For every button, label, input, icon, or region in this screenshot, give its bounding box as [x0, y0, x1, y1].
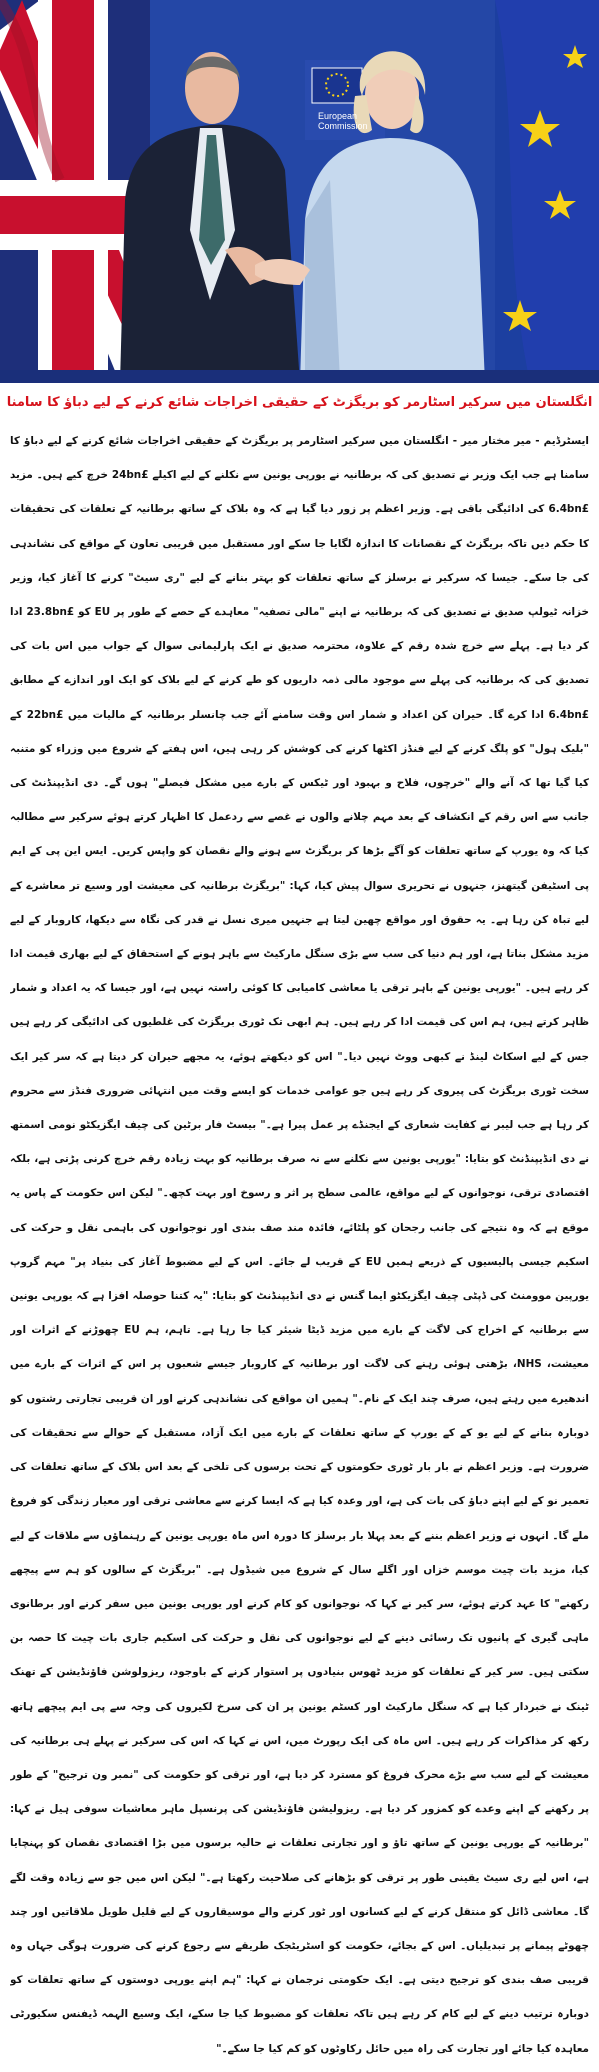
article-body	[10, 424, 589, 2066]
photo-illustration	[0, 0, 599, 383]
eu-emblem	[312, 68, 362, 103]
european-commission-caption	[318, 111, 368, 131]
headline: انگلستان میں سرکیر اسٹارمر کو بریگزٹ کے حقیقی اخراجات شائع کرنے کے لیے دباؤ کا سامنا	[6, 395, 593, 410]
news-photo	[0, 0, 599, 383]
eu-flag	[495, 0, 599, 383]
caption-line-2: Commission	[318, 121, 368, 131]
caption-line-1: European	[318, 111, 358, 121]
article-paragraph: ایسٹرڈیم - میر مختار میر - انگلستان میں سرکیر اسٹارمر پر بریگزٹ کے حقیقی اخراجات شائع کرنے کے لیے دباؤ کا سامنا ہے جب ایک وزیر نے تصدیق کی کہ برطانیہ نے یورپی یونین سے نکلنے کے لیے اکیلے £24bn خرچ کیے ہیں۔ مزید £6.4bn کی ادائیگی باقی ہے۔ وزیر اعظم پر زور دیا گیا ہے کہ وہ بلاک کے ساتھ برطانیہ کے تعلقات کی تحقیقات کا حکم دیں تاکہ بریگزٹ کے نقصانات کا اندازہ لگایا جا سکے اور مستقبل میں قریبی تعاون کے مواقع کی نشاندہی کی جا سکے۔ جیسا کہ سرکیر نے برسلز کے ساتھ تعلقات کو بہتر بنانے کے لیے "ری سیٹ" کرنے کا آغاز کیا، وزیر خزانہ ٹیولپ صدیق نے تصدیق کی کہ برطانیہ نے اپنے "مالی تصفیہ" معاہدے کے حصے کے طور پر EU کو £23.8bn ادا کر دیا ہے۔ پہلے سے خرچ شدہ رقم کے علاوہ، محترمہ صدیق نے ایک پارلیمانی سوال کے جواب میں اس بات کی تصدیق کی کہ برطانیہ کی پہلے سے موجود مالی ذمہ داریوں کو طے کرنے کے لیے بلاک کو ایک اور اندازے کے مطابق £6.4bn ادا کرے گا۔ حیران کن اعداد و شمار اس وقت سامنے آئے جب چانسلر برطانیہ کے مالیات میں £22bn کے "بلیک ہول" کو پلگ کرنے کے لیے فنڈز اکٹھا کرنے کی کوشش کر رہی ہیں، اس ہفتے کے شروع میں وزراء کو متنبہ کیا گیا تھا کہ آنے والے "خرچوں، فلاح و بہبود اور ٹیکس کے بارے میں مشکل فیصلے" ہوں گے۔ دی انڈیپنڈنٹ کی جانب سے اس رقم کے انکشاف کے بعد مہم چلانے والوں نے غصے سے ردعمل کا اظہار کرتے ہوئے سرکیر سے مطالبہ کیا کہ وہ یورپ کے ساتھ تعلقات کو آگے بڑھا کر بریگزٹ سے ہونے والے نقصان کو واپس کریں۔ ایس این پی کے ایم پی اسٹیفن گیتھنز، جنہوں نے تحریری سوال پیش کیا، کہا: "بریگزٹ برطانیہ کی معیشت اور وسیع تر معاشرے کے لیے تباہ کن رہا ہے۔ یہ حقوق اور مواقع چھین لیتا ہے جنہیں میری نسل نے قدر کی نگاہ سے دیکھا، کاروبار کے لیے مزید مشکل بناتا ہے، اور ہم دنیا کی سب سے بڑی سنگل مارکیٹ سے باہر ہونے کے استحقاق کے لیے بھاری قیمت ادا کر رہے ہیں۔ "یورپی یونین کے باہر ترقی یا معاشی کامیابی کا کوئی راستہ نہیں ہے، اور جیسا کہ یہ اعداد و شمار ظاہر کرتے ہیں، ہم اس کی قیمت ادا کر رہے ہیں۔ ہم ابھی تک ٹوری بریگزٹ کی غلطیوں کی ادائیگی کر رہے ہیں جس کے لیے اسکاٹ لینڈ نے کبھی ووٹ نہیں دیا۔" اس کو دیکھتے ہوئے، یہ مجھے حیران کر دیتا ہے کہ سر کیر ایک سخت ٹوری بریگزٹ کی پیروی کر رہے ہیں جو عوامی خدمات کو ایسے وقت میں انتہائی ضروری فنڈز سے محروم کر رہا ہے جب لیبر نے کفایت شعاری کے ایجنڈے پر عمل پیرا ہے۔" بیسٹ فار برٹین کی چیف ایگزیکٹو نومی اسمتھ نے دی انڈیپنڈنٹ کو بتایا: "یورپی یونین سے نکلنے سے نہ صرف برطانیہ کو بہت زیادہ رقم خرچ کرنی پڑتی ہے، بلکہ اقتصادی ترقی، نوجوانوں کے لیے مواقع، عالمی سطح پر اثر و رسوخ اور بہت کچھ۔" لیکن اس حکومت کے پاس یہ موقع ہے کہ وہ نتیجے کی جانب رجحان کو پلٹائے، فائدہ مند صف بندی اور نوجوانوں کی باہمی نقل و حرکت کی اسکیم جیسی پالیسیوں کے ذریعے ہمیں EU کے قریب لے جائے۔ اس کے لیے مضبوط آغاز کی بنیاد پر" مہم گروپ یورپین موومنٹ کی ڈپٹی چیف ایگزیکٹو ایما گنس نے دی انڈیپنڈنٹ کو بتایا: "یہ کتنا حوصلہ افزا ہے کہ یورپی یونین سے برطانیہ کے اخراج کی لاگت کے بارے میں مزید ڈیٹا شیئر کیا جا رہا ہے۔ تاہم، ہم EU چھوڑنے کے اثرات اور معیشت، NHS، بڑھتی ہوئی رہنے کی لاگت اور برطانیہ کے کاروبار جیسے شعبوں پر اس کے اثرات کے بارے میں اندھیرے میں رہتے ہیں، صرف چند ایک کے نام۔" ہمیں ان مواقع کی نشاندہی کرنے اور ان قریبی تجارتی رشتوں کو دوبارہ بنانے کے لیے یو کے کے یورپ کے ساتھ تعلقات کے بارے میں ایک آزاد، مستقبل کے حوالے سے تحقیقات کی ضرورت ہے۔ وزیر اعظم نے بار بار ٹوری حکومتوں کے تحت برسوں کی تلخی کے بعد اس بلاک کے ساتھ تعلقات کی تعمیر نو کے لیے اپنے دباؤ کی بات کی ہے، اور وعدہ کیا ہے کہ ایسا کرنے سے معاشی ترقی اور معیار زندگی کو فروغ ملے گا۔ انہوں نے وزیر اعظم بننے کے بعد پہلا بار برسلز کا دورہ اس ماہ یورپی یونین کے رہنماؤں سے ملاقات کے لیے کیا، مزید بات چیت موسم خزاں اور اگلے سال کے شروع میں شیڈول ہے۔ "بریگزٹ کے سالوں کو ہم سے پیچھے رکھنے" کا عہد کرتے ہوئے، سر کیر نے کہا کہ نوجوانوں کو کام کرنے اور یورپی یونین میں سفر کرنے اور برطانوی ماہی گیری کے پانیوں تک رسائی دینے کے لیے نوجوانوں کی نقل و حرکت کی اسکیم جاری بات چیت کا حصہ بن سکتی ہیں۔ سر کیر کے تعلقات کو مزید ٹھوس بنیادوں پر استوار کرنے کے باوجود، ریزولوشن فاؤنڈیشن کے تھنک ٹینک نے خبردار کیا ہے کہ سنگل مارکیٹ اور کسٹم یونین پر ان کی سرخ لکیروں کی وجہ سے پی ایم پیچھے ہاتھ رکھ کر مذاکرات کر رہے ہیں۔ اس ماہ کی ایک رپورٹ میں، اس نے کہا کہ اس کی سرکیر نے پہلے ہی برطانیہ کی معیشت کے لیے سب سے بڑے محرک فروغ کو مسترد کر دیا ہے، اور ترقی کو حکومت کی "نمبر ون ترجیح" کے طور پر رکھنے کے اپنے وعدے کو کمزور کر دیا ہے۔ ریزولیشن فاؤنڈیشن کی پرنسپل ماہر معاشیات سوفی ہیل نے کہا: "برطانیہ کے یورپی یونین کے ساتھ تاؤ و اور تجارتی تعلقات نے حالیہ برسوں میں بڑا اقتصادی نقصان کو پہنچایا ہے، اس لیے ری سیٹ یقینی طور پر ترقی کو بڑھانے کی صلاحیت رکھتا ہے۔" لیکن اس میں جو سے زیادہ وقت لگے گا۔ معاشی ڈائل کو منتقل کرنے کے لیے کسانوں اور ٹور کرنے والے موسیقاروں کے لیے قلیل طویل ملاقاتیں اور چند چھوٹے پیمانے پر تبدیلیاں۔ اس کے بجائے، حکومت کو اسٹریٹجک طریقے سے رجوع کرنے کی ضرورت ہوگی جہاں وہ قریبی صف بندی کو ترجیح دیتی ہے۔ ایک حکومتی ترجمان نے کہا: "ہم اپنے یورپی دوستوں کے ساتھ تعلقات کو دوبارہ ترتیب دینے کے لیے کام کر رہے ہیں تاکہ تعلقات کو مضبوط کیا جا سکے، ایک وسیع الہمہ ڈیفنس سکیورٹی معاہدہ کیا جائے اور تجارت کی راہ میں حائل رکاوٹوں کو کم کیا جا سکے۔"	[10, 435, 589, 2055]
